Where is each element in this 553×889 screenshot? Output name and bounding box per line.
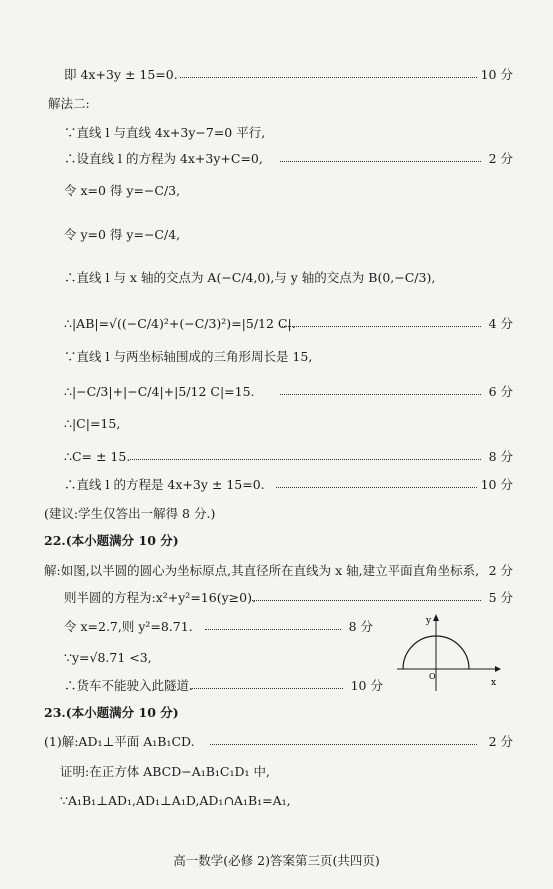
section-heading: 22.(本小题满分 10 分) bbox=[44, 533, 179, 548]
score-label: 2 分 bbox=[488, 734, 513, 749]
score-label: 8 分 bbox=[348, 619, 373, 634]
leader-dots bbox=[250, 590, 481, 601]
leader-dots bbox=[276, 477, 477, 488]
score-label: 8 分 bbox=[488, 449, 513, 464]
line-text: ∵A₁B₁⊥AD₁,AD₁⊥A₁D,AD₁∩A₁B₁=A₁, bbox=[60, 793, 291, 808]
leader-dots bbox=[180, 67, 477, 78]
score-label: 10 分 bbox=[480, 67, 513, 82]
line-text: ∴C= ± 15. bbox=[64, 449, 131, 464]
line-text: ∵直线 l 与直线 4x+3y−7=0 平行, bbox=[64, 125, 266, 140]
line-text: (建议:学生仅答出一解得 8 分.) bbox=[44, 506, 216, 521]
semicircle-figure bbox=[395, 613, 505, 693]
line-text: ∴设直线 l 的方程为 4x+3y+C=0, bbox=[64, 151, 263, 166]
line-text: ∴直线 l 的方程是 4x+3y ± 15=0. bbox=[64, 477, 265, 492]
line-text: ∴货车不能驶入此隧道. bbox=[64, 678, 193, 693]
line-text: ∵y=√8.71 <3, bbox=[64, 650, 152, 665]
score-label: 2 分 bbox=[488, 151, 513, 166]
leader-dots bbox=[280, 316, 481, 327]
line-text: 则半圆的方程为:x²+y²=16(y≥0). bbox=[64, 590, 256, 605]
leader-dots bbox=[280, 151, 481, 162]
x-axis-arrow bbox=[495, 666, 501, 672]
line-text: 解法二: bbox=[48, 96, 90, 111]
leader-dots bbox=[280, 384, 481, 395]
line-text: ∴|C|=15, bbox=[64, 416, 121, 431]
score-label: 10 分 bbox=[480, 477, 513, 492]
score-label: 10 分 bbox=[350, 678, 383, 693]
leader-dots bbox=[205, 619, 341, 630]
leader-dots bbox=[130, 449, 481, 460]
line-text: ∴|AB|=√((−C/4)²+(−C/3)²)=|5/12 C|. bbox=[64, 316, 296, 331]
y-axis-arrow bbox=[433, 614, 439, 621]
leader-dots bbox=[210, 734, 477, 745]
leader-dots bbox=[190, 678, 343, 689]
score-label: 4 分 bbox=[488, 316, 513, 331]
line-text: 证明:在正方体 ABCD−A₁B₁C₁D₁ 中, bbox=[60, 764, 270, 779]
score-label: 5 分 bbox=[488, 590, 513, 605]
line-text: 令 y=0 得 y=−C/4, bbox=[64, 227, 181, 242]
y-axis-label: y bbox=[426, 616, 432, 626]
line-text: ∴|−C/3|+|−C/4|+|5/12 C|=15. bbox=[64, 384, 255, 399]
line-text: 令 x=0 得 y=−C/3, bbox=[64, 183, 181, 198]
line-text: 令 x=2.7,则 y²=8.71. bbox=[64, 619, 193, 634]
x-axis-label: x bbox=[491, 678, 497, 688]
line-text: ∵直线 l 与两坐标轴围成的三角形周长是 15, bbox=[64, 349, 313, 364]
origin-label: O bbox=[429, 672, 436, 681]
line-text: 解:如图,以半圆的圆心为坐标原点,其直径所在直线为 x 轴,建立平面直角坐标系, bbox=[44, 563, 480, 578]
score-label: 2 分 bbox=[488, 563, 513, 578]
line-text: ∴直线 l 与 x 轴的交点为 A(−C/4,0),与 y 轴的交点为 B(0,−C/3), bbox=[64, 270, 436, 285]
section-heading: 23.(本小题满分 10 分) bbox=[44, 705, 179, 720]
line-text: 即 4x+3y ± 15=0. bbox=[64, 67, 178, 82]
score-label: 6 分 bbox=[488, 384, 513, 399]
line-text: (1)解:AD₁⊥平面 A₁B₁CD. bbox=[44, 734, 195, 749]
page-footer: 高一数学(必修 2)答案第三页(共四页) bbox=[173, 853, 380, 868]
